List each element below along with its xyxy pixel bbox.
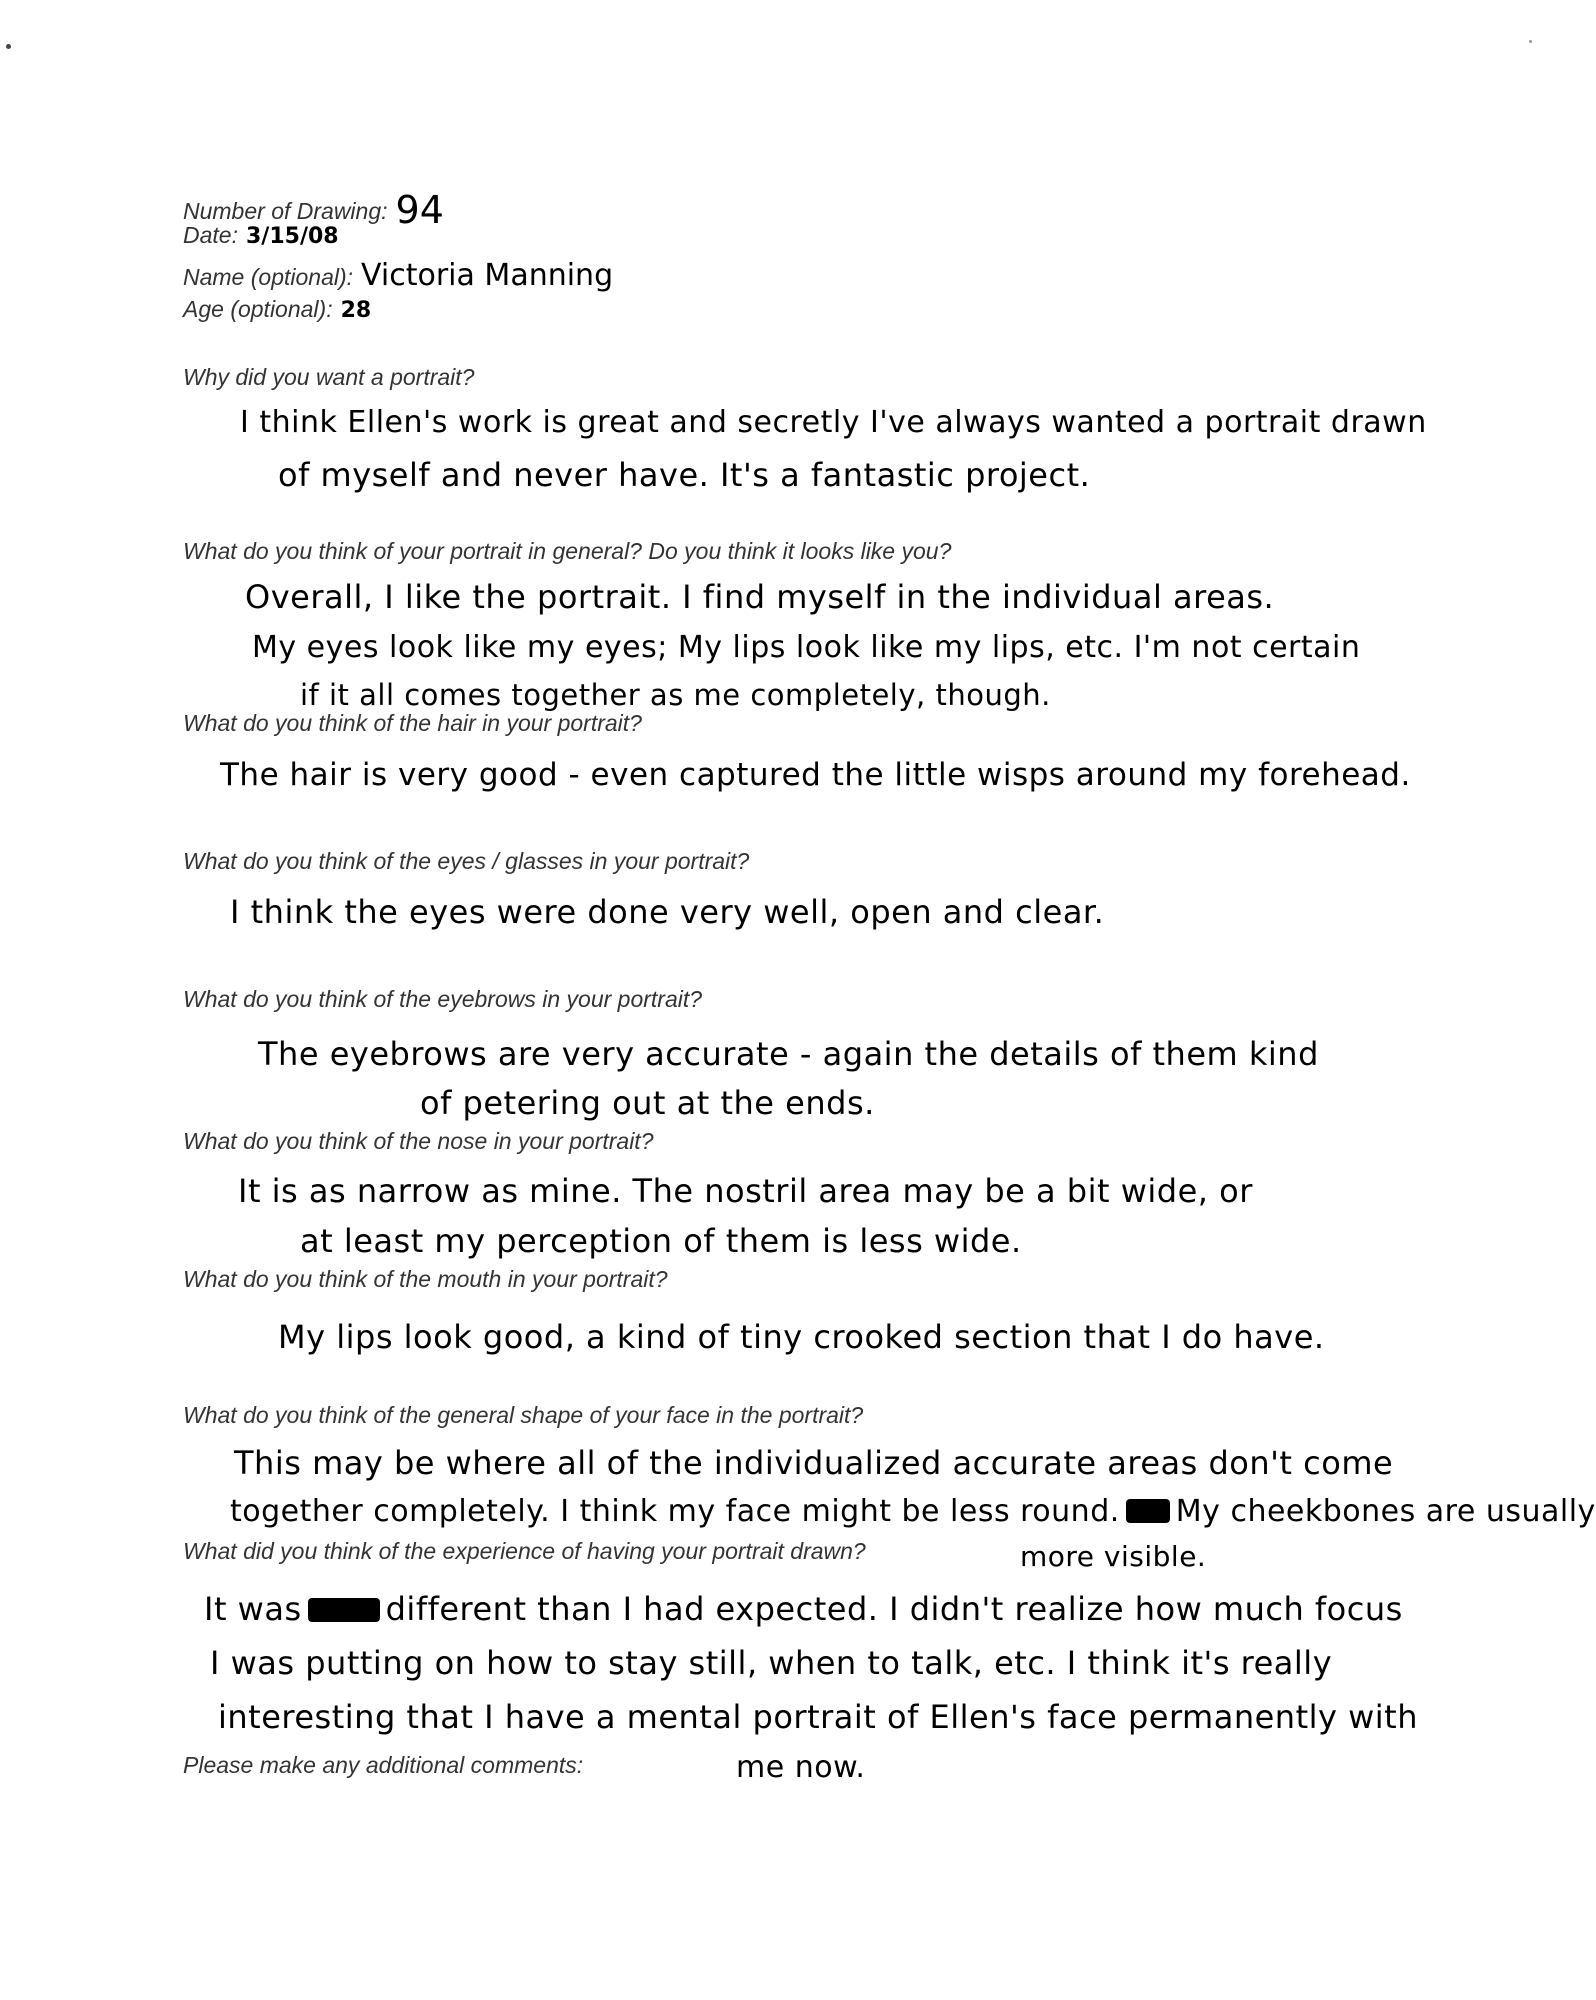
drawing-number-value: 94: [395, 188, 444, 232]
answer-line: of myself and never have. It's a fantastic project.: [278, 456, 1091, 494]
answer-line: interesting that I have a mental portrait of Ellen's face permanently with: [218, 1698, 1418, 1736]
answer-line: [204, 1590, 1403, 1628]
answer-line: Overall, I like the portrait. I find myself in the individual areas.: [245, 578, 1275, 616]
question-why-portrait: Why did you want a portrait?: [183, 364, 475, 390]
name-label: Name (optional):: [183, 264, 354, 290]
date-field: [183, 222, 339, 249]
name-value: Victoria Manning: [361, 258, 614, 293]
scan-speck: [6, 44, 11, 49]
name-field: [183, 258, 613, 293]
answer-line: The hair is very good - even captured the little wisps around my forehead.: [220, 757, 1411, 793]
age-field: [183, 296, 371, 323]
question-additional-comments: Please make any additional comments:: [183, 1752, 584, 1778]
answer-line: I think the eyes were done very well, open and clear.: [230, 893, 1105, 931]
answer-text: together completely. I think my face might be less round.: [230, 1494, 1120, 1529]
answer-line: My lips look good, a kind of tiny crooked section that I do have.: [278, 1318, 1325, 1356]
answer-line: at least my perception of them is less wide.: [300, 1222, 1022, 1260]
scan-speck: [1529, 40, 1532, 43]
age-label: Age (optional):: [183, 296, 333, 322]
age-value: 28: [340, 298, 372, 323]
question-eyes-glasses: What do you think of the eyes / glasses in your portrait?: [183, 848, 750, 874]
date-value: 3/15/08: [245, 224, 339, 249]
answer-line: My eyes look like my eyes; My lips look like my lips, etc. I'm not certain: [252, 630, 1361, 665]
question-mouth: What do you think of the mouth in your portrait?: [183, 1266, 668, 1292]
question-experience: What did you think of the experience of having your portrait drawn?: [183, 1538, 866, 1564]
answer-line: if it all comes together as me completely, though.: [300, 678, 1051, 712]
redaction-mark: [1126, 1499, 1170, 1523]
answer-text: different than I had expected. I didn't realize how much focus: [385, 1590, 1403, 1628]
date-label: Date:: [183, 222, 238, 248]
question-face-shape: What do you think of the general shape of your face in the portrait?: [183, 1402, 864, 1428]
redaction-mark: [308, 1598, 380, 1622]
answer-line: me now.: [736, 1750, 866, 1785]
question-hair: What do you think of the hair in your portrait?: [183, 710, 642, 736]
answer-line: [230, 1494, 1596, 1529]
question-portrait-general: What do you think of your portrait in general? Do you think it looks like you?: [183, 538, 952, 564]
answer-line: The eyebrows are very accurate - again the details of them kind: [258, 1035, 1319, 1073]
answer-line: more visible.: [1020, 1540, 1207, 1573]
answer-line: It is as narrow as mine. The nostril area may be a bit wide, or: [238, 1172, 1253, 1210]
drawing-number-label: Number of Drawing:: [183, 198, 388, 224]
question-nose: What do you think of the nose in your portrait?: [183, 1128, 654, 1154]
answer-text: My cheekbones are usually: [1175, 1494, 1596, 1529]
answer-line: I think Ellen's work is great and secretly I've always wanted a portrait drawn: [240, 405, 1427, 440]
answer-line: of petering out at the ends.: [420, 1084, 875, 1122]
answer-text: It was: [204, 1590, 302, 1628]
answer-line: I was putting on how to stay still, when to talk, etc. I think it's really: [210, 1644, 1333, 1682]
question-eyebrows: What do you think of the eyebrows in your portrait?: [183, 986, 703, 1012]
answer-line: This may be where all of the individualized accurate areas don't come: [234, 1444, 1394, 1482]
